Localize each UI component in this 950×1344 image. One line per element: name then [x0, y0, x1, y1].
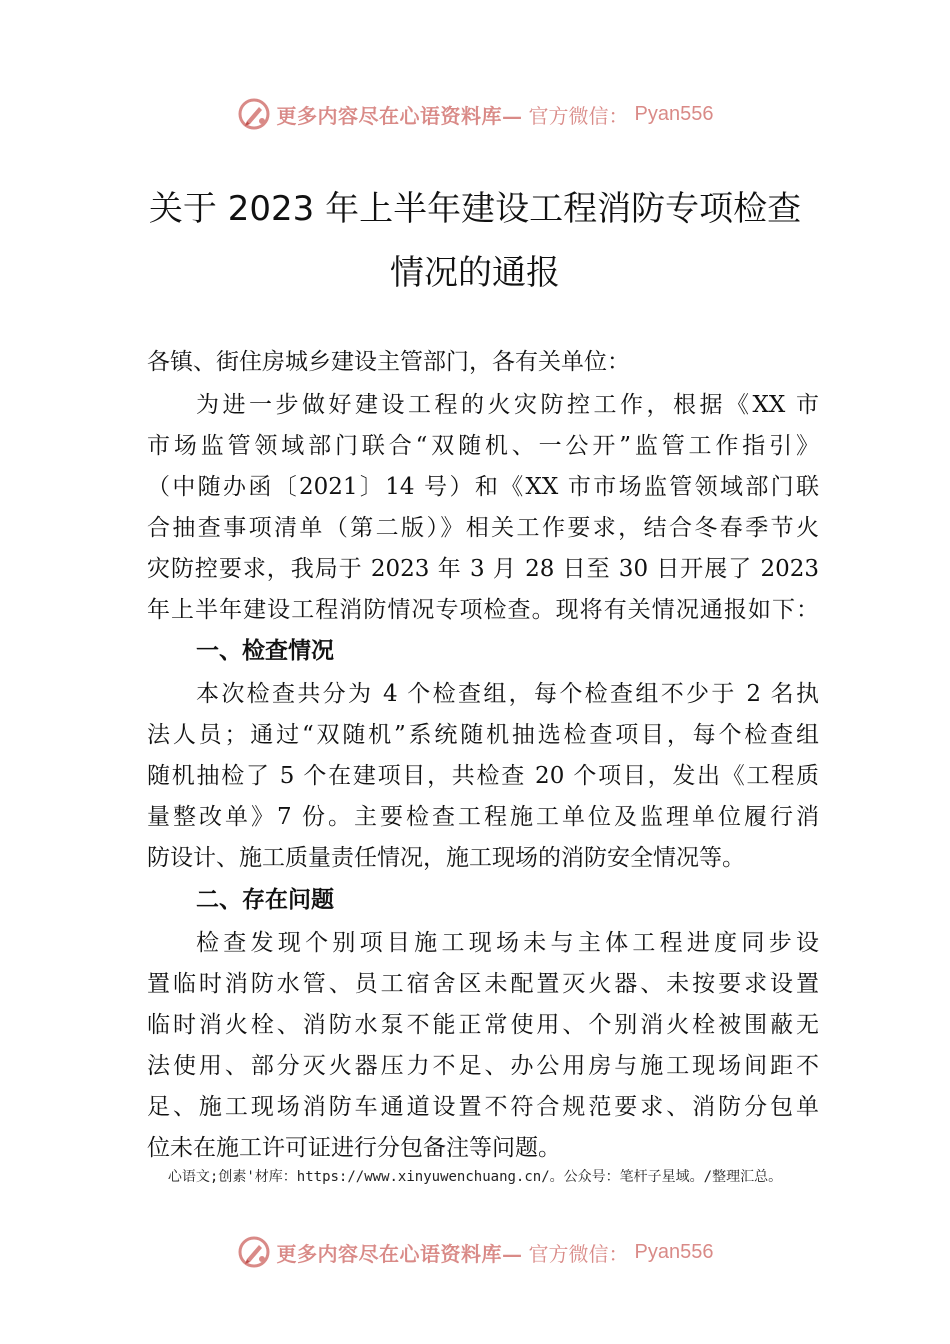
intro-line: （中随办函〔2021〕14 号）和《XX 市市场监管领域部门联 — [147, 474, 819, 500]
section1-line: 本次检查共分为 4 个检查组，每个检查组不少于 2 名执 — [196, 681, 819, 707]
intro-line: 市场监管领域部门联合“双随机、一公开”监管工作指引》 — [147, 433, 819, 459]
banner-wechat-label: 官方微信： — [528, 1241, 629, 1266]
banner-text: 更多内容尽在心语资料库— — [276, 103, 523, 128]
section2-line: 置临时消防水管、员工宿舍区未配置灭火器、未按要求设置 — [147, 971, 819, 997]
bottom-banner — [0, 1232, 950, 1272]
section2-line: 足、施工现场消防车通道设置不符合规范要求、消防分包单 — [147, 1094, 819, 1120]
banner-wechat-id: Pyan556 — [634, 1240, 714, 1263]
document-title-line-2: 情况的通报 — [390, 253, 560, 293]
intro-line: 灾防控要求，我局于 2023 年 3 月 28 日至 30 日开展了 2023 — [147, 556, 819, 582]
banner-wechat-id: Pyan556 — [634, 102, 714, 125]
footer-note: 心语文;创素'材库：https://www.xinyuwenchuang.cn/。公众号：笔杆子星域。/整理汇总。 — [167, 1169, 783, 1185]
intro-line: 为进一步做好建设工程的火灾防控工作，根据《XX 市 — [196, 392, 819, 418]
salutation: 各镇、街住房城乡建设主管部门，各有关单位： — [147, 349, 630, 375]
intro-line: 合抽查事项清单（第二版）》相关工作要求，结合冬春季节火 — [147, 515, 819, 541]
pen-logo-icon — [237, 97, 271, 131]
section1-line: 防设计、施工质量责任情况，施工现场的消防安全情况等。 — [147, 845, 745, 871]
intro-line: 年上半年建设工程消防情况专项检查。现将有关情况通报如下： — [147, 597, 819, 623]
pen-logo-icon — [237, 1235, 271, 1269]
section2-line: 检查发现个别项目施工现场未与主体工程进度同步设 — [196, 930, 819, 956]
banner-wechat-label: 官方微信： — [528, 103, 629, 128]
section1-line: 量整改单》7 份。主要检查工程施工单位及监理单位履行消 — [147, 804, 819, 830]
section2-line: 临时消火栓、消防水泵不能正常使用、个别消火栓被围蔽无 — [147, 1012, 819, 1038]
top-banner — [0, 94, 950, 134]
banner-text: 更多内容尽在心语资料库— — [276, 1241, 523, 1266]
section-heading-inspection: 一、检查情况 — [196, 638, 334, 664]
section2-line: 法使用、部分灭火器压力不足、办公用房与施工现场间距不 — [147, 1053, 819, 1079]
section-heading-problems: 二、存在问题 — [196, 887, 334, 913]
section2-line: 位未在施工许可证进行分包备注等问题。 — [147, 1135, 561, 1161]
document-title-line-1: 关于 2023 年上半年建设工程消防专项检查 — [148, 189, 802, 229]
section1-line: 法人员；通过“双随机”系统随机抽选检查项目，每个检查组 — [147, 722, 819, 748]
section1-line: 随机抽检了 5 个在建项目，共检查 20 个项目，发出《工程质 — [147, 763, 819, 789]
